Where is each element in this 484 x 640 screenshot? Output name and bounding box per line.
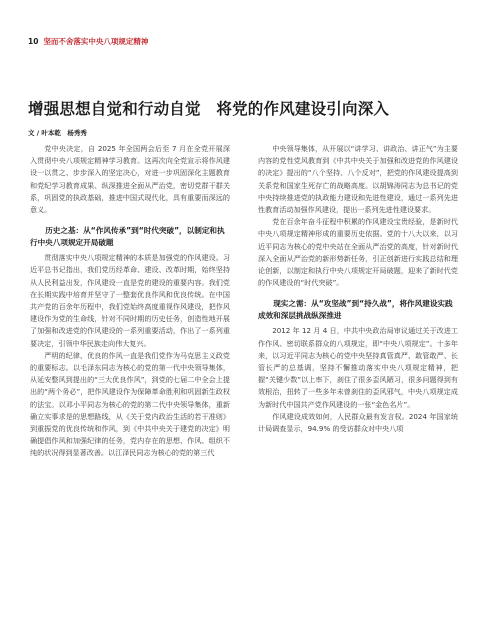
page-header (28, 37, 148, 46)
paragraph: 中央领导集体，从开展以“讲学习、讲政治、讲正气”为主要内容的党性党风教育到《中共中央关于加强和改进党的作风建设的决定》提出的“八个坚持、八个反对”，把党的作风建设提高到关系党和国家生死存亡的战略高度。以胡锦涛同志为总书记的党中央持续推进党的执政能力建设和先进性建设，通过一系列先进性教育活动加强作风建设，提出一系列先进性建设要求。 (258, 144, 458, 215)
paragraph: 严明的纪律、优良的作风一直是我们党作为马克思主义政党的重要标志。以毛泽东同志为核心的党的第一代中央领导集体，从延安整风到提出的“三大优良作风”，到党的七届二中全会上提出的“两个务必”，把作风建设作为保障革命胜利和巩固新生政权的法宝。以邓小平同志为核心的党的第二代中央领导集体，重新确立实事求是的思想路线，从《关于党内政治生活的若干准则》到重振党的优良传统和作风，到《中共中央关于建党的决定》明确提倡作风和加强纪律的任务，党内存在的思想、作风、组织不纯的状况得到显著改善。以江泽民同志为核心的党的第三代 (30, 350, 230, 458)
paragraph: 党中央决定，自 2025 年全国两会后至 7 月在全党开展深入贯彻中央八项规定精神学习教育。这再次向全党宣示将作风建设一以贯之、步步深入的坚定决心，对进一步巩固深化主题教育和党纪学习教育成果、纵深推进全面从严治党，密切党群干群关系，巩固党的执政基础，推进中国式现代化，具有重要而深远的意义。 (30, 144, 230, 215)
paragraph: 党在百余年奋斗征程中积累的作风建设宝贵经验，是新时代中央八项规定精神形成的重要历史依据。党的十八大以来，以习近平同志为核心的党中央站在全面从严治党的高度，针对新时代深入全面从严治党的新形势新任务，引正创新进行实践总结和理论创新，以制定和执行中央八项规定开局破题，迎来了新时代党的作风建设的“时代突破”。 (258, 217, 458, 288)
right-column (258, 143, 458, 435)
column-title: 坚而不舍落实中央八项规定精神 (43, 37, 149, 46)
page-number: 10 (28, 37, 39, 46)
left-column (30, 143, 230, 460)
section-heading: 现实之需：从“攻坚战”到“持久战”，将作风建设实践成效和深层挑战纵深推进 (258, 299, 453, 320)
paragraph: 作风建设成效如何，人民群众最有发言权。2024 年国家统计局调查显示，94.9% 的受访群众对中央八项 (258, 411, 458, 434)
article-title: 增强思想自觉和行动自觉 将党的作风建设引向深入 (28, 100, 390, 118)
section-heading: 历史之基：从“作风传承”到“时代突破”，以制定和执行中央八项规定开局破题 (30, 226, 225, 247)
paragraph: 2012 年 12 月 4 日，中共中央政治局审议通过关于改进工作作风、密切联系群众的八项规定，即“中央八项规定”。十多年来，以习近平同志为核心的党中央坚持真管真严、敢管敢严、长管长严的总基调，坚持不懈推动落实中央八项规定精神，把握“关键少数”以上率下，刹住了很多歪风陋习，很多问题得到有效根治，扭转了一些多年未曾刹住的歪风邪气，中央八项规定成为新时代中国共产党作风建设的一张“金色名片”。 (258, 326, 458, 409)
article-byline: 文 / 叶本乾 杨秀秀 (28, 129, 87, 137)
paragraph: 贯彻落实中央八项规定精神的本质是加强党的作风建设。习近平总书记指出，我们党历经革命、建设、改革时期，始终坚持从人民利益出发，作风建设一直是党的建设的重要内容。我们党在长期实践中培育并坚守了一整套优良作风和优良传统。在中国共产党的百余年历程中，我们党始终高度重视作风建设，把作风建设作为党的生命线，针对不同时期的历史任务，创造性地开展了加强和改进党的作风建设的一系列重要活动，作出了一系列重要决定，引领中华民族走向伟大复兴。 (30, 253, 230, 348)
